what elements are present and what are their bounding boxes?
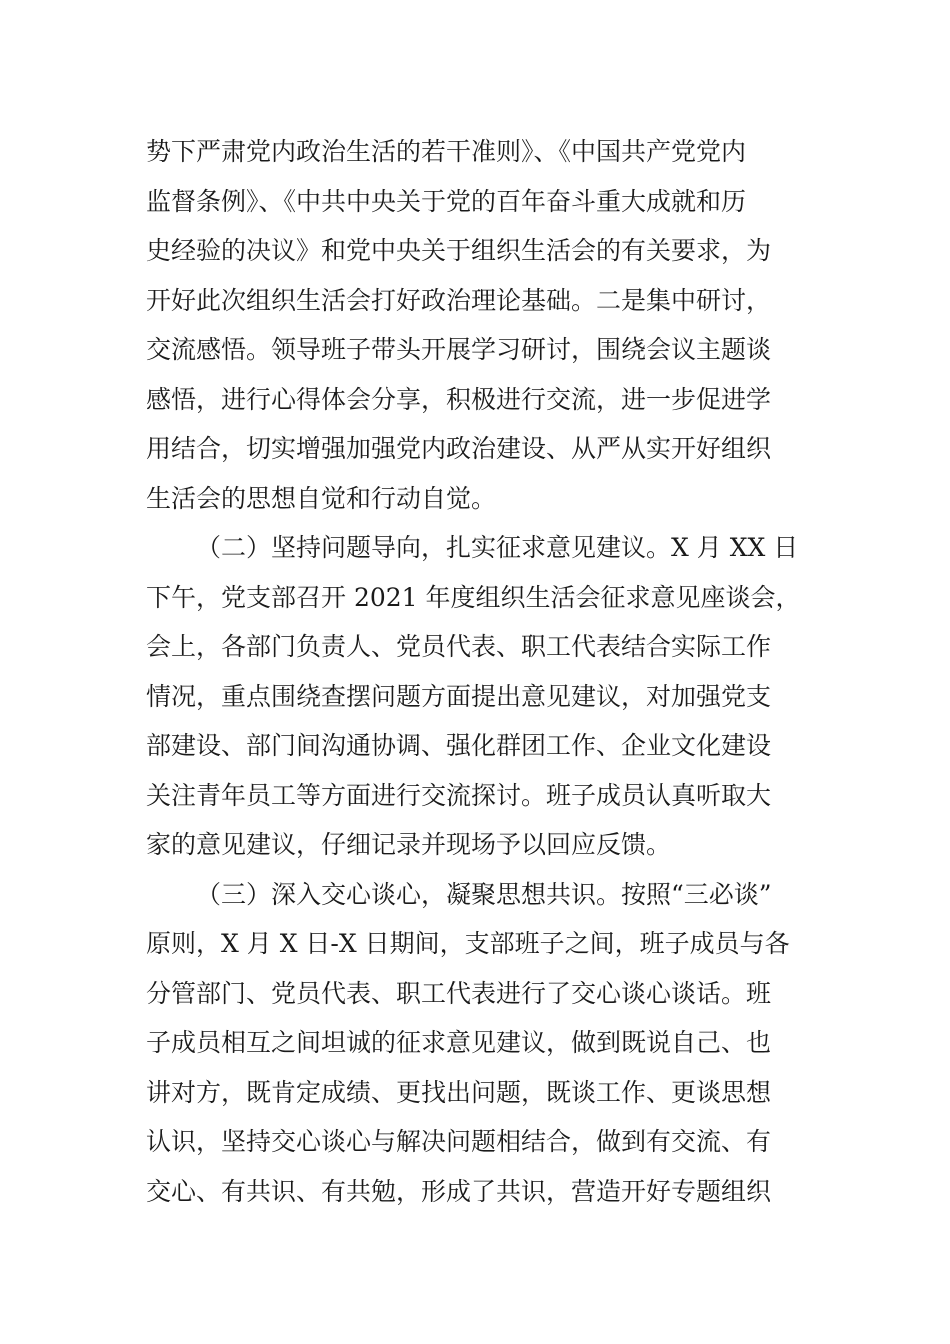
text-line: 史经验的决议》和党中央关于组织生活会的有关要求，为: [146, 236, 772, 265]
text-line: 部建设、部门间沟通协调、强化群团工作、企业文化建设: [146, 731, 772, 760]
text-line: 会上，各部门负责人、党员代表、职工代表结合实际工作: [146, 632, 772, 661]
text-line: 讲对方，既肯定成绩、更找出问题，既谈工作、更谈思想: [146, 1077, 772, 1107]
text-line: 认识，坚持交心谈心与解决问题相结合，做到有交流、有: [146, 1127, 772, 1156]
section-heading-line: （三）深入交心谈心，凝聚思想共识。按照“三必谈”: [196, 879, 772, 909]
text-line: 生活会的思想自觉和行动自觉。: [146, 483, 497, 513]
text-line: 交流感悟。领导班子带头开展学习研讨，围绕会议主题谈: [146, 335, 772, 364]
text-line: 原则，X 月 X 日-X 日期间，支部班子之间，班子成员与各: [146, 929, 790, 958]
text-line: 分管部门、党员代表、职工代表进行了交心谈心谈话。班: [146, 978, 772, 1008]
document-body: [146, 127, 806, 1216]
text-line: 交心、有共识、有共勉，形成了共识，营造开好专题组织: [146, 1176, 772, 1206]
text-line: 子成员相互之间坦诚的征求意见建议，做到既说自己、也: [146, 1028, 772, 1057]
text-line: 家的意见建议，仔细记录并现场予以回应反馈。: [146, 830, 672, 859]
text-line: 势下严肃党内政治生活的若干准则》、《中国共产党党内: [146, 137, 747, 166]
text-line: 用结合，切实增强加强党内政治建设、从严从实开好组织: [146, 434, 772, 463]
text-line: 感悟，进行心得体会分享，积极进行交流，进一步促进学: [146, 384, 772, 414]
text-line: 情况，重点围绕查摆问题方面提出意见建议，对加强党支: [146, 681, 772, 711]
section-heading-line: （二）坚持问题导向，扎实征求意见建议。X 月 XX 日: [196, 533, 799, 562]
text-line: 下午，党支部召开 2021 年度组织生活会征求意见座谈会，: [146, 582, 801, 612]
text-line: 监督条例》、《中共中央关于党的百年奋斗重大成就和历: [146, 186, 747, 216]
text-line: 关注青年员工等方面进行交流探讨。班子成员认真听取大: [146, 780, 772, 810]
text-line: 开好此次组织生活会打好政治理论基础。二是集中研讨，: [146, 285, 772, 315]
